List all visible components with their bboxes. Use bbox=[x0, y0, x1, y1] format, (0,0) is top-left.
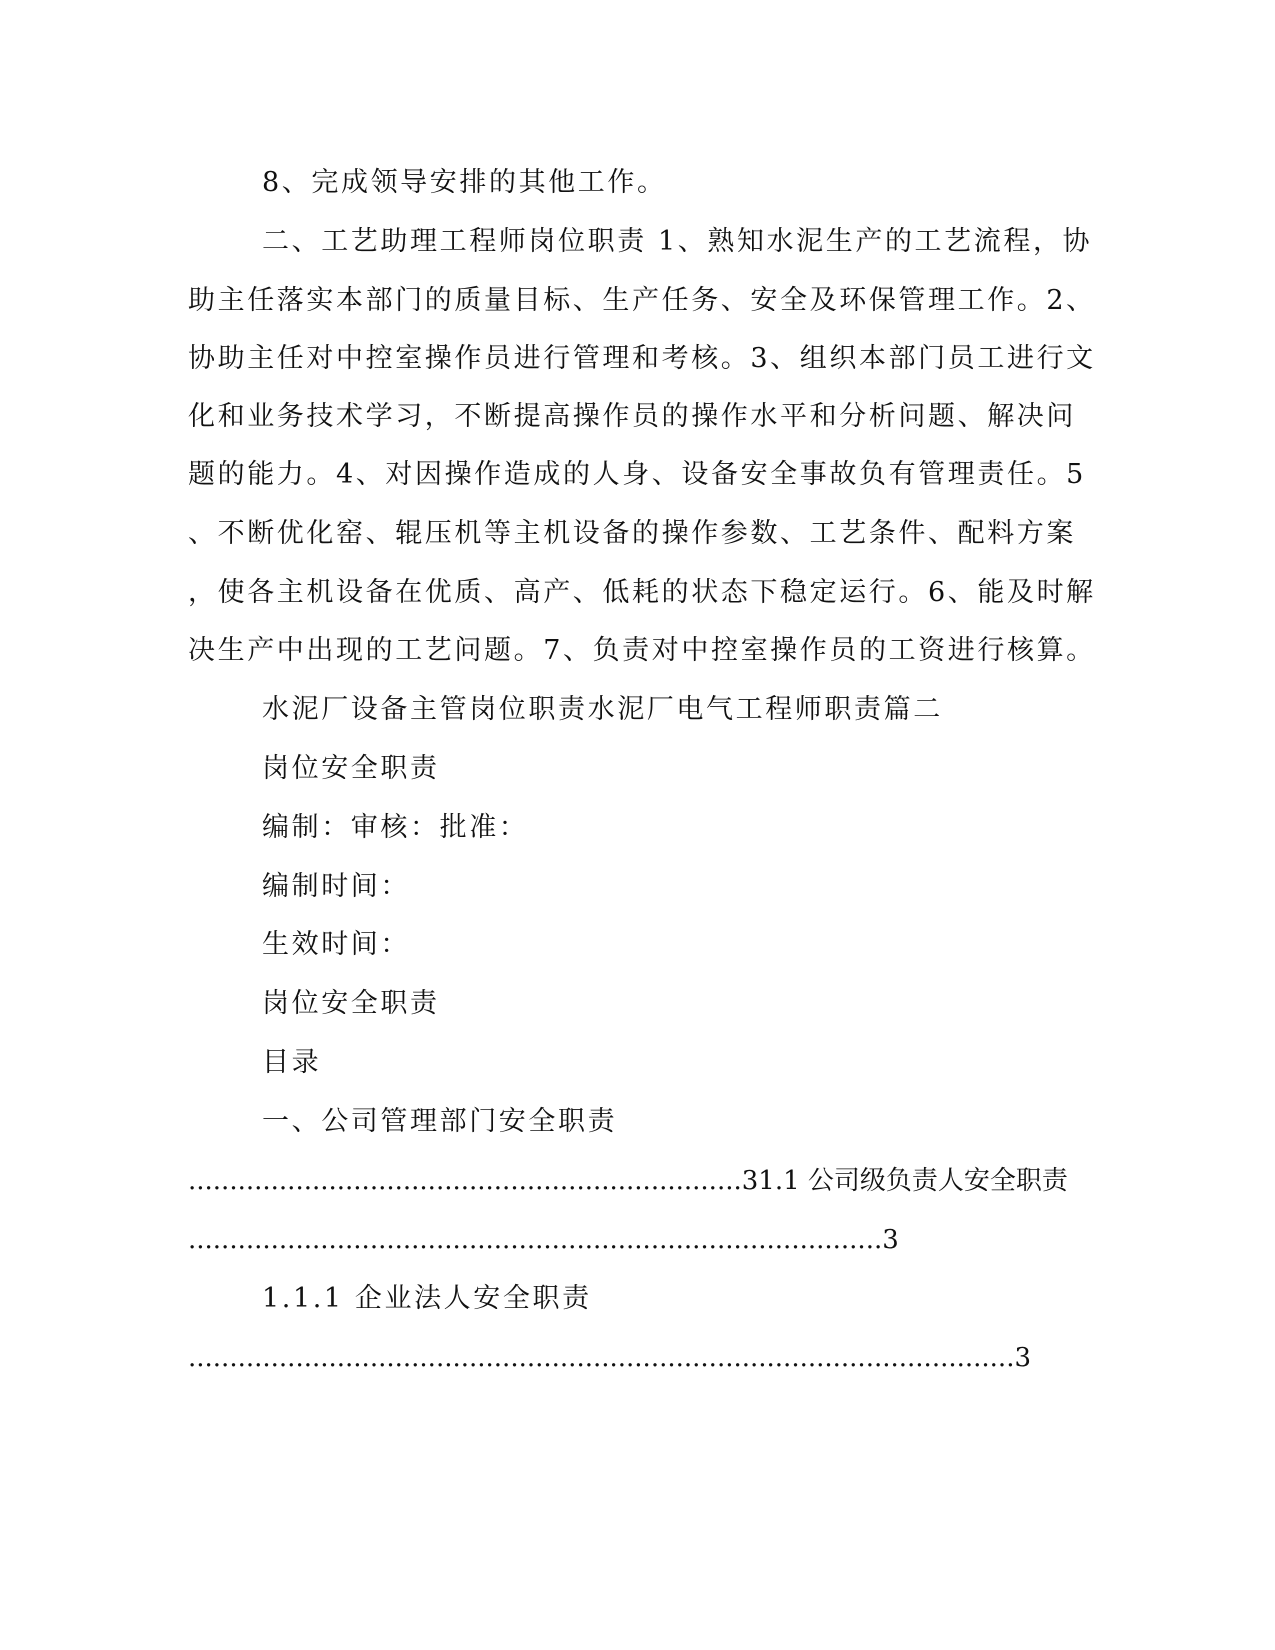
approval-line: 编制：审核：批准： bbox=[262, 812, 529, 843]
toc-entry: 一、公司管理部门安全职责 bbox=[262, 1106, 618, 1137]
paragraph-line: 、不断优化窑、辊压机等主机设备的操作参数、工艺条件、配料方案 bbox=[188, 518, 1076, 549]
paragraph-line: 题的能力。4、对因操作造成的人身、设备安全事故负有管理责任。5 bbox=[188, 459, 1086, 490]
section-heading: 水泥厂设备主管岗位职责水泥厂电气工程师职责篇二 bbox=[262, 694, 943, 725]
document-title: 岗位安全职责 bbox=[262, 988, 440, 1019]
effective-date-line: 生效时间： bbox=[262, 929, 410, 960]
paragraph-line: 助主任落实本部门的质量目标、生产任务、安全及环保管理工作。2、 bbox=[188, 285, 1096, 316]
toc-heading: 目录 bbox=[262, 1047, 322, 1078]
paragraph-line: 8、完成领导安排的其他工作。 bbox=[262, 167, 667, 198]
toc-leader: ....................................................................................................3 bbox=[188, 1343, 1032, 1373]
compile-date-line: 编制时间： bbox=[262, 871, 410, 902]
paragraph-line: ，使各主机设备在优质、高产、低耗的状态下稳定运行。6、能及时解 bbox=[188, 577, 1096, 608]
paragraph-line: 协助主任对中控室操作员进行管理和考核。3、组织本部门员工进行文 bbox=[188, 343, 1096, 374]
toc-leader: ....................................................................................3 bbox=[188, 1225, 899, 1255]
paragraph-line: 二、工艺助理工程师岗位职责 1、熟知水泥生产的工艺流程，协 bbox=[262, 226, 1093, 257]
toc-entry: ...................................................................31.1 公司级负责人安全职责 bbox=[188, 1166, 1068, 1196]
document-title: 岗位安全职责 bbox=[262, 753, 440, 784]
paragraph-line: 化和业务技术学习，不断提高操作员的操作水平和分析问题、解决问 bbox=[188, 401, 1076, 432]
paragraph-line: 决生产中出现的工艺问题。7、负责对中控室操作员的工资进行核算。 bbox=[188, 635, 1096, 666]
toc-entry: 1.1.1 企业法人安全职责 bbox=[262, 1283, 592, 1314]
